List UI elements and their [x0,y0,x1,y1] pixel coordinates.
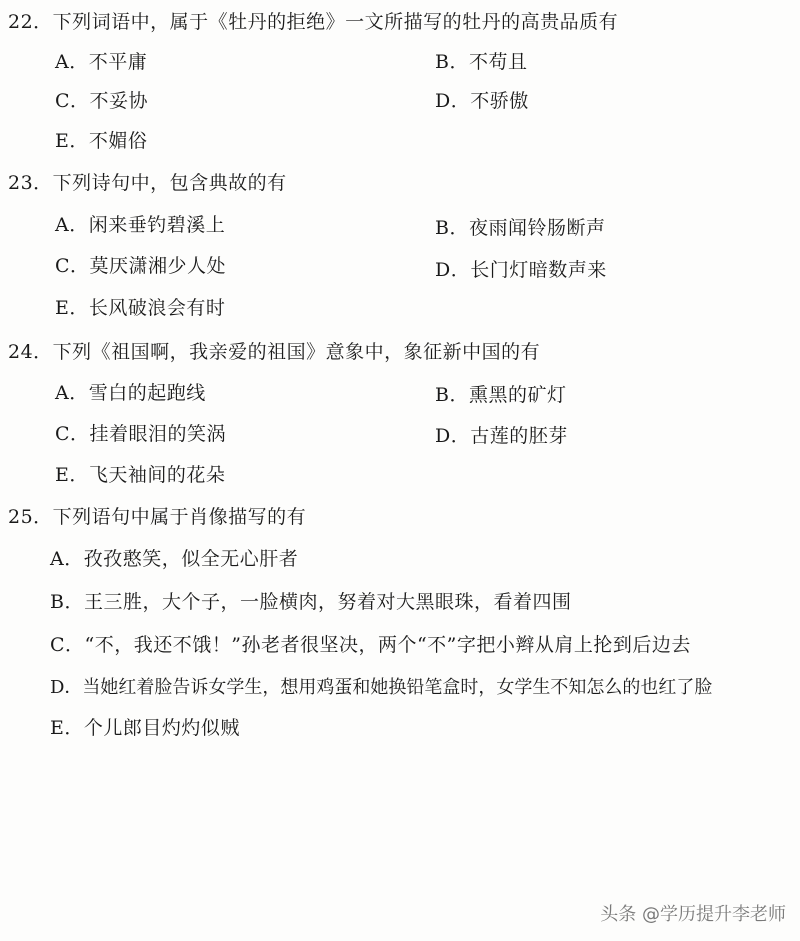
question-22-option-d: D．不骄傲 [435,90,529,112]
question-22-stem: 22．下列词语中，属于《牡丹的拒绝》一文所描写的牡丹的高贵品质有 [8,11,619,33]
question-23-option-d: D．长门灯暗数声来 [435,259,607,281]
question-22-option-e: E．不媚俗 [55,130,148,152]
question-24-option-b: B．熏黑的矿灯 [435,384,567,406]
question-25-option-d: D．当她红着脸告诉女学生，想用鸡蛋和她换铅笔盒时，女学生不知怎么的也红了脸 [50,677,713,698]
question-23-option-a: A．闲来垂钓碧溪上 [55,214,226,236]
watermark-label: 头条 @学历提升李老师 [600,904,786,925]
question-25-option-e: E．个儿郎目灼灼似贼 [50,717,240,739]
question-24-option-e: E．飞天袖间的花朵 [55,464,226,486]
question-23-option-b: B．夜雨闻铃肠断声 [435,217,606,239]
question-25-stem: 25．下列语句中属于肖像描写的有 [8,506,307,528]
question-22-option-c: C．不妥协 [55,90,149,112]
question-23-option-e: E．长风破浪会有时 [55,297,226,319]
question-22-option-b: B．不苟且 [435,51,528,73]
question-25-option-b: B．王三胜，大个子，一脸横肉，努着对大黑眼珠，看着四围 [50,591,572,613]
question-22-option-a: A．不平庸 [55,51,148,73]
question-24-option-c: C．挂着眼泪的笑涡 [55,423,227,445]
question-24-stem: 24．下列《祖国啊，我亲爱的祖国》意象中，象征新中国的有 [8,341,541,363]
question-25-option-a: A．孜孜憨笑，似全无心肝者 [50,548,299,570]
question-24-option-d: D．古莲的胚芽 [435,425,568,447]
question-25-option-c: C．“不，我还不饿！”孙老者很坚决，两个“不”字把小辫从肩上抡到后边去 [50,634,691,656]
question-23-stem: 23．下列诗句中，包含典故的有 [8,172,287,194]
question-24-option-a: A．雪白的起跑线 [55,382,206,404]
question-23-option-c: C．莫厌潇湘少人处 [55,255,227,277]
